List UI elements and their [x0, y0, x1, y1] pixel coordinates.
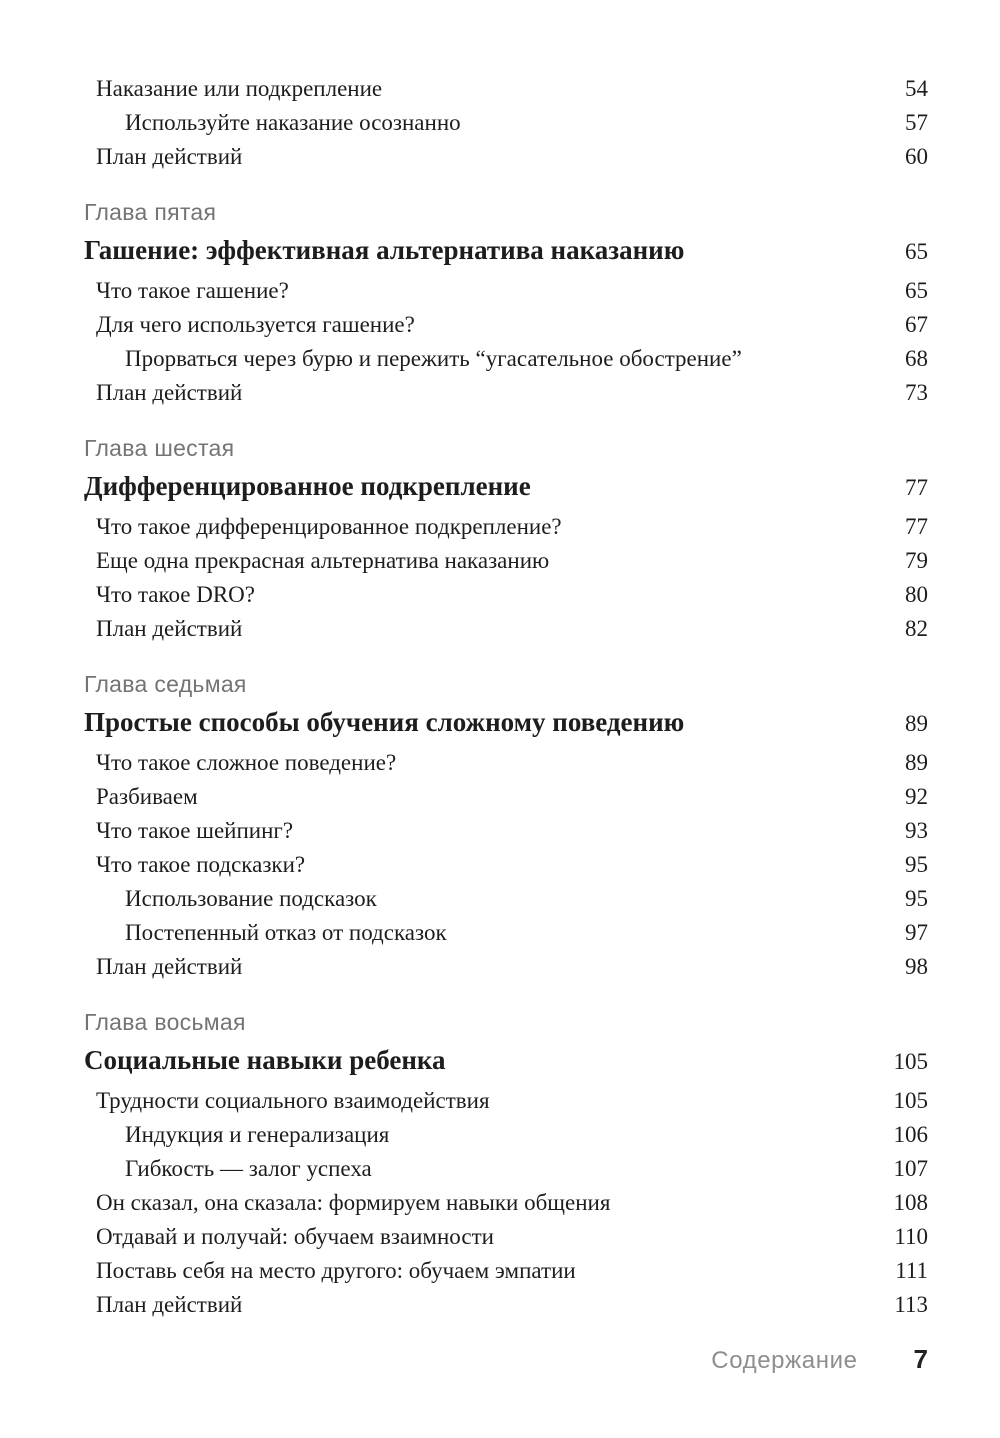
toc-section-chapter-7	[84, 668, 928, 984]
toc-section-chapter-8	[84, 1006, 928, 1322]
chapter-label: Глава шестая	[84, 435, 235, 461]
toc-entry	[84, 1118, 928, 1152]
toc-entry-title: Прорваться через бурю и пережить “угасательное обострение”	[125, 346, 742, 371]
table-of-contents	[84, 72, 928, 1375]
toc-entry	[84, 746, 928, 780]
toc-entry-page: 97	[905, 920, 928, 945]
toc-entry-title: Постепенный отказ от подсказок	[125, 920, 447, 945]
toc-entry	[84, 106, 928, 140]
chapter-page: 89	[905, 711, 928, 736]
chapter-label: Глава восьмая	[84, 1009, 246, 1035]
toc-entry-page: 79	[905, 548, 928, 573]
toc-entry-title: Еще одна прекрасная альтернатива наказанию	[96, 548, 550, 573]
toc-section-chapter-5	[84, 196, 928, 410]
chapter-page: 77	[905, 475, 928, 500]
chapter-page: 105	[893, 1049, 928, 1074]
toc-entry-page: 89	[905, 750, 928, 775]
toc-entry	[84, 882, 928, 916]
chapter-title: Гашение: эффективная альтернатива наказанию	[84, 235, 685, 265]
footer-section-label: Содержание	[711, 1347, 858, 1374]
toc-entry-page: 65	[905, 278, 928, 303]
toc-entry-title: Что такое шейпинг?	[96, 818, 294, 843]
toc-entry-page: 111	[895, 1258, 928, 1283]
toc-entry	[84, 1220, 928, 1254]
toc-entry-title: План действий	[96, 616, 243, 641]
toc-entry	[84, 544, 928, 578]
toc-section-continuation	[84, 72, 928, 174]
toc-entry	[84, 612, 928, 646]
chapter-title-row	[84, 1038, 928, 1084]
toc-entry-page: 82	[905, 616, 928, 641]
chapter-title: Социальные навыки ребенка	[84, 1045, 446, 1075]
toc-entry-page: 77	[905, 514, 928, 539]
toc-entry	[84, 1084, 928, 1118]
chapter-title: Простые способы обучения сложному поведению	[84, 707, 685, 737]
toc-entry-title: План действий	[96, 954, 243, 979]
toc-entry-page: 93	[905, 818, 928, 843]
toc-entry-title: Использование подсказок	[125, 886, 377, 911]
toc-entry-title: План действий	[96, 380, 243, 405]
toc-entry-page: 57	[905, 110, 928, 135]
toc-entry	[84, 1254, 928, 1288]
toc-entry-title: Поставь себя на место другого: обучаем эмпатии	[96, 1258, 576, 1283]
toc-entry	[84, 140, 928, 174]
toc-entry-title: Что такое DRO?	[96, 582, 256, 607]
toc-entry-title: План действий	[96, 1292, 243, 1317]
toc-entry-title: Он сказал, она сказала: формируем навыки общения	[96, 1190, 611, 1215]
chapter-title-row	[84, 700, 928, 746]
toc-entry-page: 60	[905, 144, 928, 169]
toc-entry-page: 67	[905, 312, 928, 337]
toc-entry	[84, 916, 928, 950]
toc-entry	[84, 72, 928, 106]
toc-entry	[84, 510, 928, 544]
footer-page-number: 7	[913, 1344, 928, 1374]
toc-entry	[84, 376, 928, 410]
toc-entry	[84, 1288, 928, 1322]
toc-entry-title: Что такое дифференцированное подкрепление?	[96, 514, 562, 539]
toc-entry-page: 107	[893, 1156, 928, 1181]
toc-entry-page: 113	[894, 1292, 928, 1317]
toc-entry-title: Что такое гашение?	[96, 278, 289, 303]
toc-entry-page: 110	[894, 1224, 928, 1249]
page-footer	[84, 1344, 928, 1375]
toc-entry-page: 106	[893, 1122, 928, 1147]
toc-entry-title: Индукция и генерализация	[125, 1122, 390, 1147]
chapter-page: 65	[905, 239, 928, 264]
toc-entry-page: 68	[905, 346, 928, 371]
toc-entry	[84, 578, 928, 612]
toc-entry-title: Гибкость — залог успеха	[125, 1156, 372, 1181]
toc-entry-title: Используйте наказание осознанно	[125, 110, 461, 135]
toc-section-chapter-6	[84, 432, 928, 646]
toc-entry	[84, 308, 928, 342]
toc-entry-title: Отдавай и получай: обучаем взаимности	[96, 1224, 494, 1249]
toc-entry	[84, 274, 928, 308]
toc-entry-title: Разбиваем	[96, 784, 198, 809]
toc-entry-page: 98	[905, 954, 928, 979]
toc-entry-page: 95	[905, 886, 928, 911]
toc-entry-title: Наказание или подкрепление	[96, 76, 383, 101]
toc-entry-title: Что такое подсказки?	[96, 852, 306, 877]
chapter-label: Глава седьмая	[84, 671, 247, 697]
toc-entry	[84, 780, 928, 814]
toc-entry-title: Трудности социального взаимодействия	[96, 1088, 490, 1113]
toc-entry	[84, 950, 928, 984]
chapter-title: Дифференцированное подкрепление	[84, 471, 531, 501]
toc-entry-page: 92	[905, 784, 928, 809]
chapter-label: Глава пятая	[84, 199, 217, 225]
toc-entry-title: Что такое сложное поведение?	[96, 750, 397, 775]
toc-entry-page: 73	[905, 380, 928, 405]
chapter-title-row	[84, 228, 928, 274]
toc-entry	[84, 848, 928, 882]
toc-entry-title: Для чего используется гашение?	[96, 312, 415, 337]
chapter-title-row	[84, 464, 928, 510]
toc-entry-page: 54	[905, 76, 928, 101]
toc-entry-page: 80	[905, 582, 928, 607]
toc-entry	[84, 1186, 928, 1220]
toc-entry-page: 105	[893, 1088, 928, 1113]
toc-entry-page: 108	[893, 1190, 928, 1215]
toc-entry	[84, 1152, 928, 1186]
toc-entry-page: 95	[905, 852, 928, 877]
toc-entry	[84, 342, 928, 376]
toc-entry-title: План действий	[96, 144, 243, 169]
toc-entry	[84, 814, 928, 848]
